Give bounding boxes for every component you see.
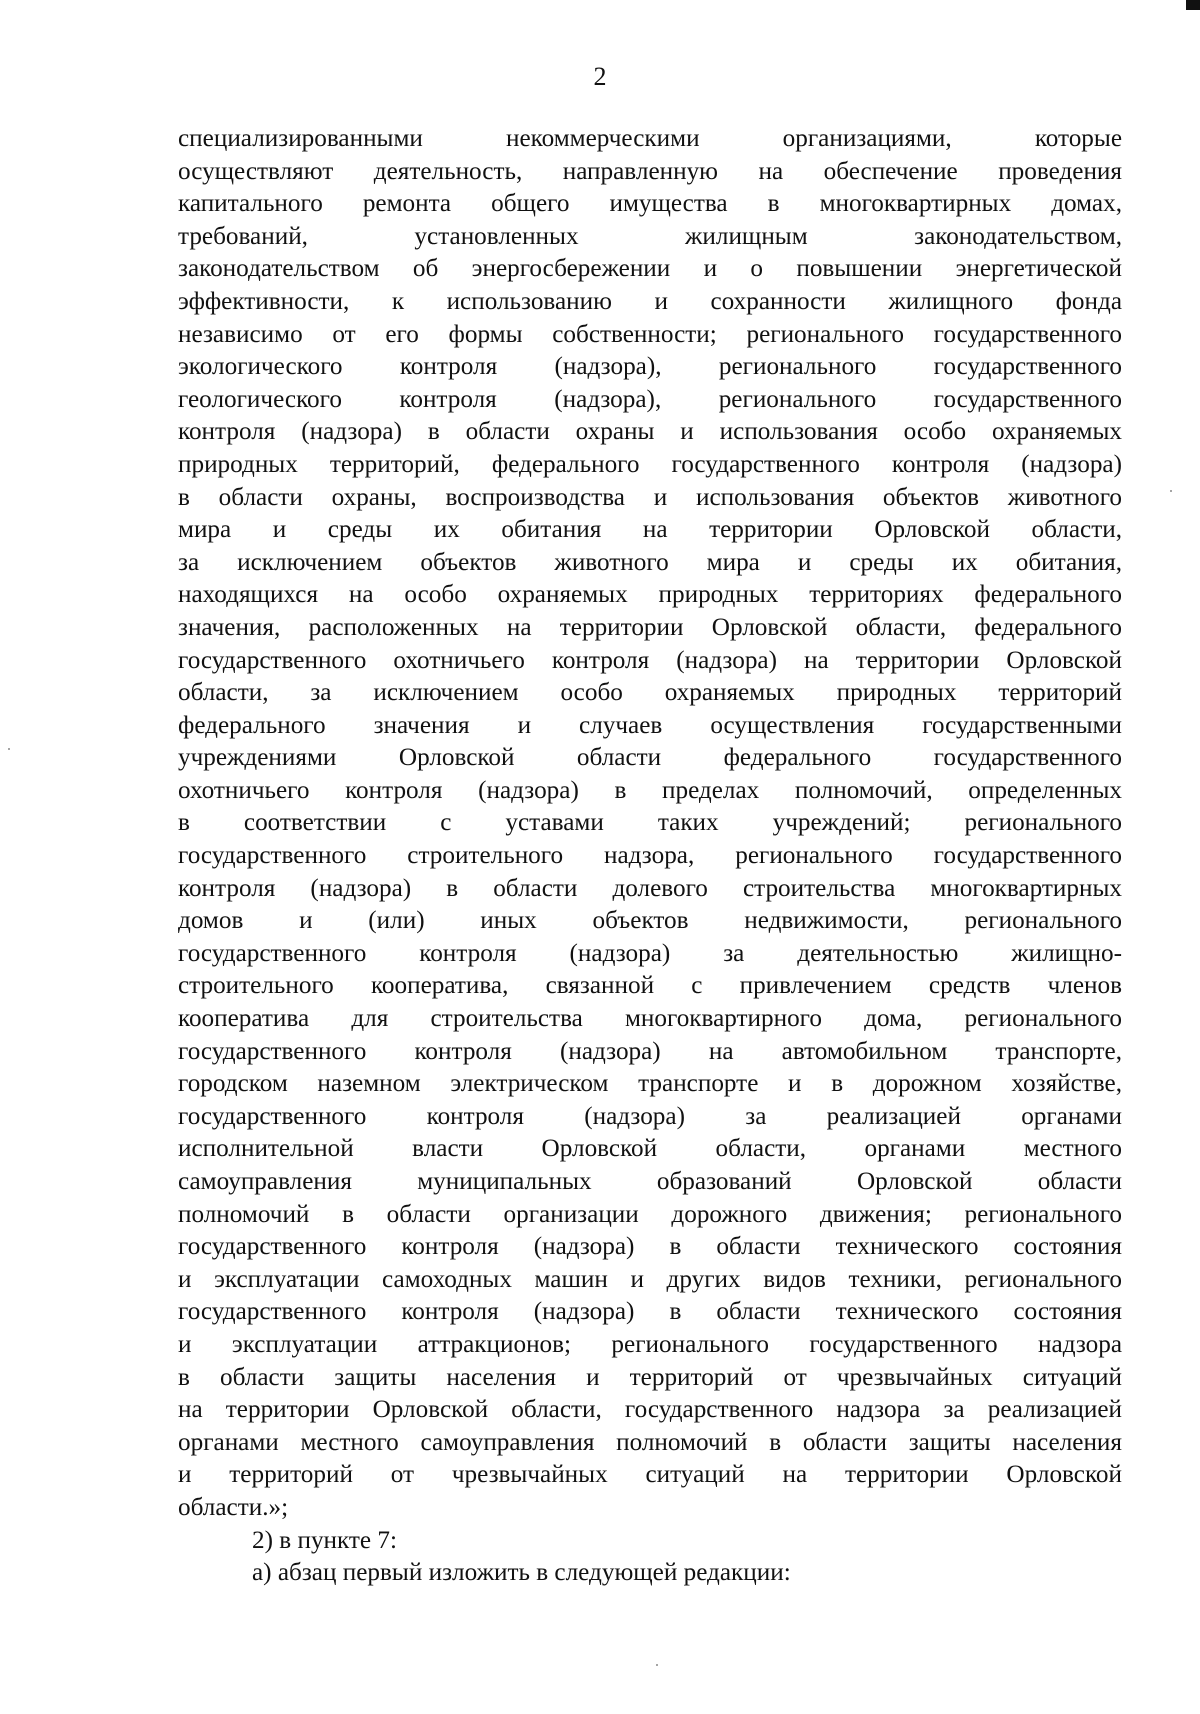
body-line: 2) в пункте 7: [252,1526,398,1554]
body-line: государственного охотничьего контроля (надзора) на территории Орловской [178,646,1122,674]
body-line: природных территорий, федерального государственного контроля (надзора) [178,450,1122,478]
body-line: на территории Орловской области, государственного надзора за реализацией [178,1396,1122,1424]
body-line: самоуправления муниципальных образований Орловской области [178,1168,1122,1195]
body-line: за исключением объектов животного мира и среды их обитания, [178,548,1122,576]
body-line: контроля (надзора) в области долевого строительства многоквартирных [178,874,1122,902]
body-line: государственного контроля (надзора) в области технического состояния [178,1233,1122,1261]
body-line: экологического контроля (надзора), регионального государственного [178,353,1122,381]
body-line: осуществляют деятельность, направленную на обеспечение проведения [178,157,1122,185]
body-line: городском наземном электрическом транспорте и в дорожном хозяйстве, [178,1070,1122,1098]
body-line: охотничьего контроля (надзора) в пределах полномочий, определенных [178,776,1122,804]
body-line: полномочий в области организации дорожного движения; регионального [178,1200,1122,1228]
body-line: исполнительной власти Орловской области, органами местного [178,1135,1122,1163]
document-body [178,123,1122,1590]
body-line: государственного контроля (надзора) на автомобильном транспорте, [178,1037,1122,1065]
body-line: области, за исключением особо охраняемых природных территорий [178,679,1122,707]
body-line: строительного кооператива, связанной с привлечением средств членов [178,972,1122,1000]
body-line: независимо от его формы собственности; регионального государственного [178,320,1122,348]
body-line: государственного контроля (надзора) за деятельностью жилищно- [178,939,1122,967]
body-line: государственного контроля (надзора) в области технического состояния [178,1298,1122,1326]
body-line: в области охраны, воспроизводства и использования объектов животного [178,483,1122,511]
page-number: 2 [593,62,607,91]
body-line: государственного строительного надзора, регионального государственного [178,842,1122,870]
body-line: государственного контроля (надзора) за реализацией органами [178,1102,1122,1130]
body-line: законодательством об энергосбережении и о повышении энергетической [178,255,1122,283]
body-line: и территорий от чрезвычайных ситуаций на территории Орловской [178,1461,1122,1489]
scan-speck [1170,490,1172,492]
body-line: и эксплуатации аттракционов; регионального государственного надзора [178,1330,1122,1358]
body-line: требований, установленных жилищным законодательством, [178,222,1122,250]
body-line: в области защиты населения и территорий от чрезвычайных ситуаций [178,1363,1122,1391]
body-line: капитального ремонта общего имущества в многоквартирных домах, [178,190,1122,218]
body-line: значения, расположенных на территории Орловской области, федерального [178,613,1122,641]
body-line: эффективности, к использованию и сохранности жилищного фонда [178,287,1122,315]
scan-corner-mark [1186,0,1200,10]
body-line: учреждениями Орловской области федерального государственного [178,744,1122,772]
body-line: специализированными некоммерческими организациями, которые [178,125,1122,152]
body-line: кооператива для строительства многоквартирного дома, регионального [178,1005,1122,1033]
body-line: домов и (или) иных объектов недвижимости, регионального [178,907,1122,935]
body-line: контроля (надзора) в области охраны и использования особо охраняемых [178,418,1122,446]
scan-speck [8,748,10,750]
body-line: в соответствии с уставами таких учреждений; регионального [178,809,1122,837]
body-line: и эксплуатации самоходных машин и других видов техники, регионального [178,1265,1122,1293]
body-line: а) абзац первый изложить в следующей редакции: [252,1559,791,1587]
body-line: федерального значения и случаев осуществления государственными [178,711,1122,739]
body-line: органами местного самоуправления полномочий в области защиты населения [178,1428,1122,1456]
body-line: находящихся на особо охраняемых природных территориях федерального [178,581,1122,609]
body-line: мира и среды их обитания на территории Орловской области, [178,516,1122,544]
scan-speck [656,1664,658,1666]
body-line: геологического контроля (надзора), регионального государственного [178,385,1122,413]
body-line: области.»; [178,1493,289,1521]
